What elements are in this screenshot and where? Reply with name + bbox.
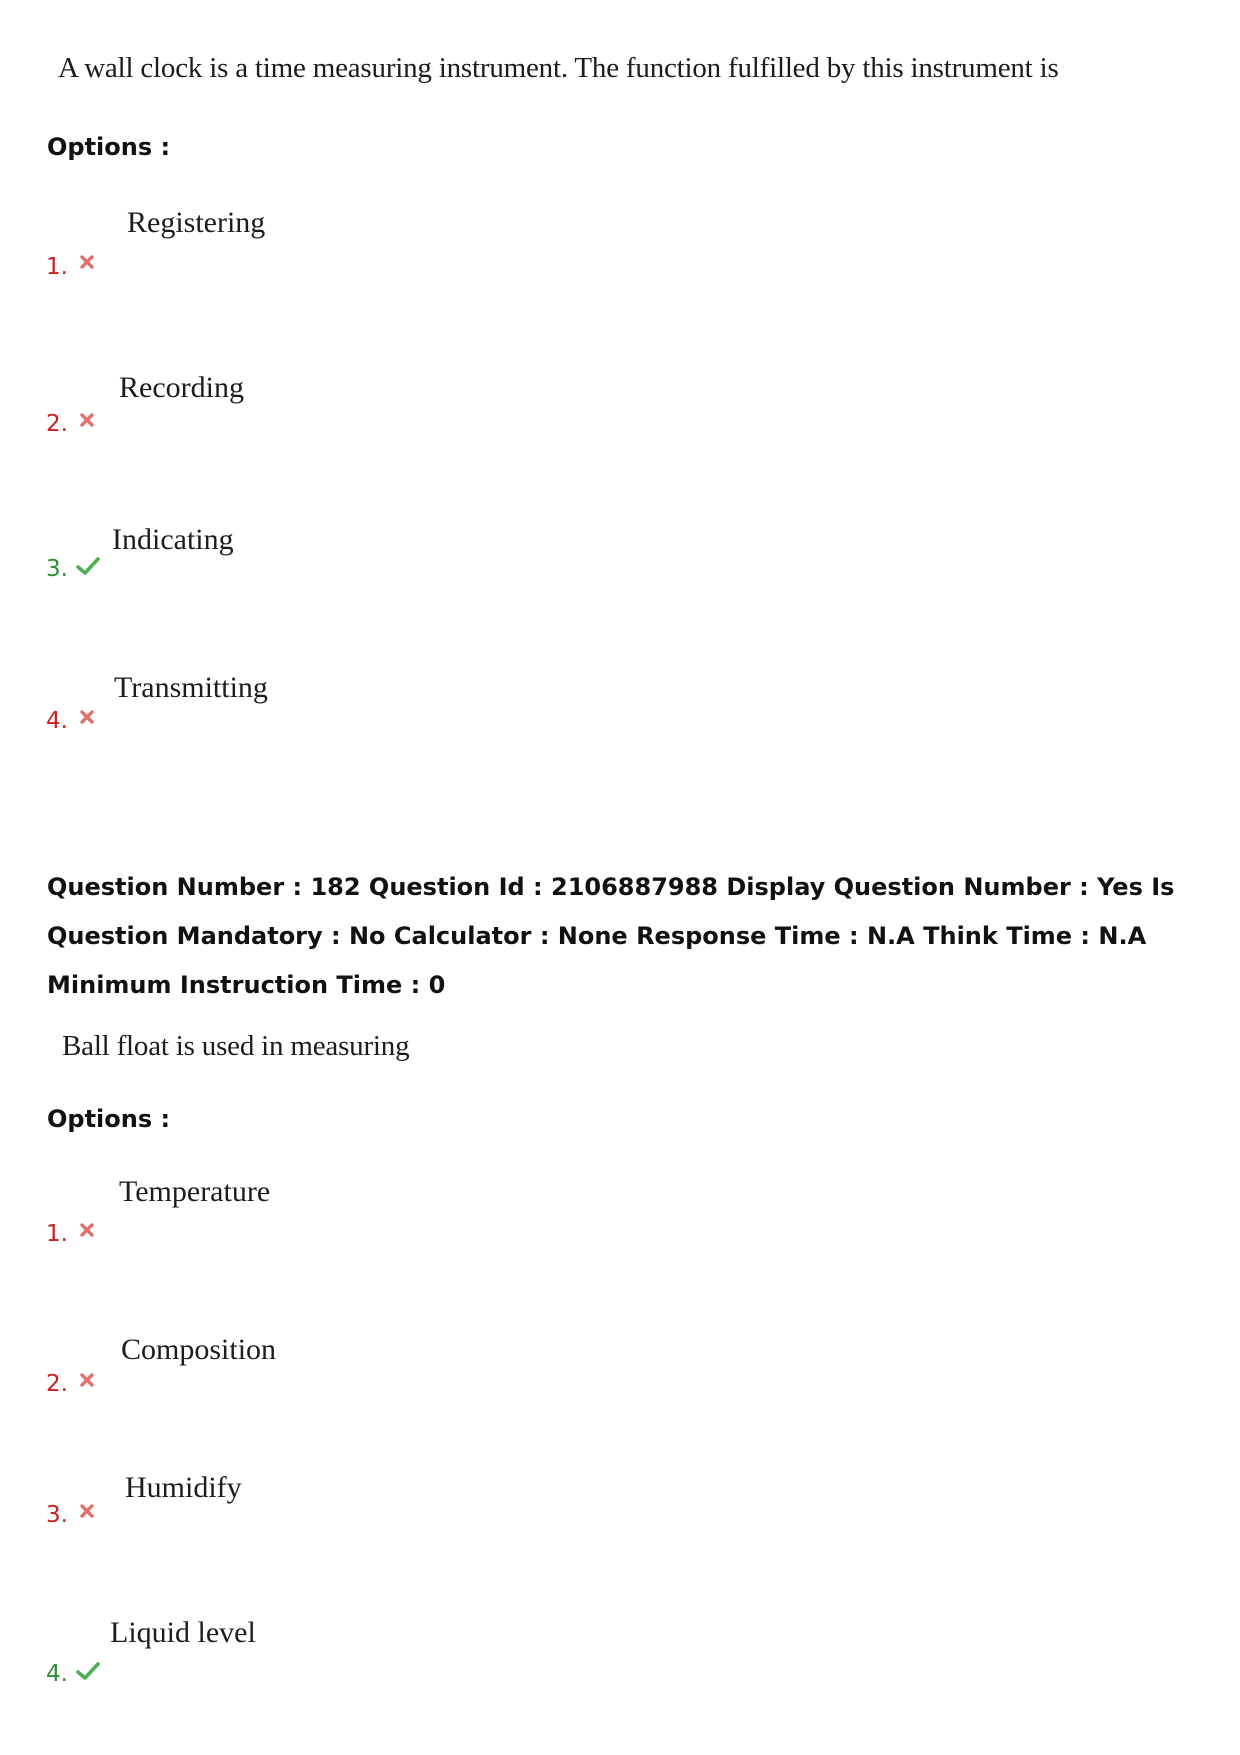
option-number: 3.: [46, 556, 68, 582]
options-label: Options :: [47, 1105, 171, 1133]
option-text-registering: Registering: [127, 206, 266, 239]
cross-icon: [79, 412, 95, 433]
option-text-humidify: Humidify: [125, 1471, 242, 1504]
cross-icon: [79, 1222, 95, 1243]
option-text-composition: Composition: [121, 1333, 277, 1366]
question-meta: Question Number : 182 Question Id : 2106887988 Display Question Number : Yes Is Question Mandatory : No Calculator : None Response Time : N.A Think Time : N.A Minimum Instruction Time : 0: [47, 873, 1175, 999]
option-number: 4.: [46, 708, 68, 734]
option-text-indicating: Indicating: [112, 523, 234, 556]
option-text-liquid-level: Liquid level: [110, 1616, 256, 1649]
option-number: 1.: [46, 1221, 68, 1247]
cross-icon: [79, 254, 95, 275]
check-icon: [76, 1661, 100, 1686]
option-number: 2.: [46, 1371, 68, 1397]
question-text: A wall clock is a time measuring instrument. The function fulfilled by this instrument is: [58, 52, 1059, 84]
option-number: 4.: [46, 1661, 68, 1687]
options-label: Options :: [47, 133, 171, 161]
option-number: 2.: [46, 411, 68, 437]
question-text: Ball float is used in measuring: [62, 1030, 410, 1062]
cross-icon: [79, 1503, 95, 1524]
check-icon: [76, 556, 100, 581]
option-number: 1.: [46, 254, 68, 280]
option-number: 3.: [46, 1502, 68, 1528]
option-text-recording: Recording: [119, 371, 244, 404]
option-text-temperature: Temperature: [119, 1175, 271, 1208]
cross-icon: [79, 1372, 95, 1393]
option-text-transmitting: Transmitting: [114, 671, 268, 704]
cross-icon: [79, 709, 95, 730]
